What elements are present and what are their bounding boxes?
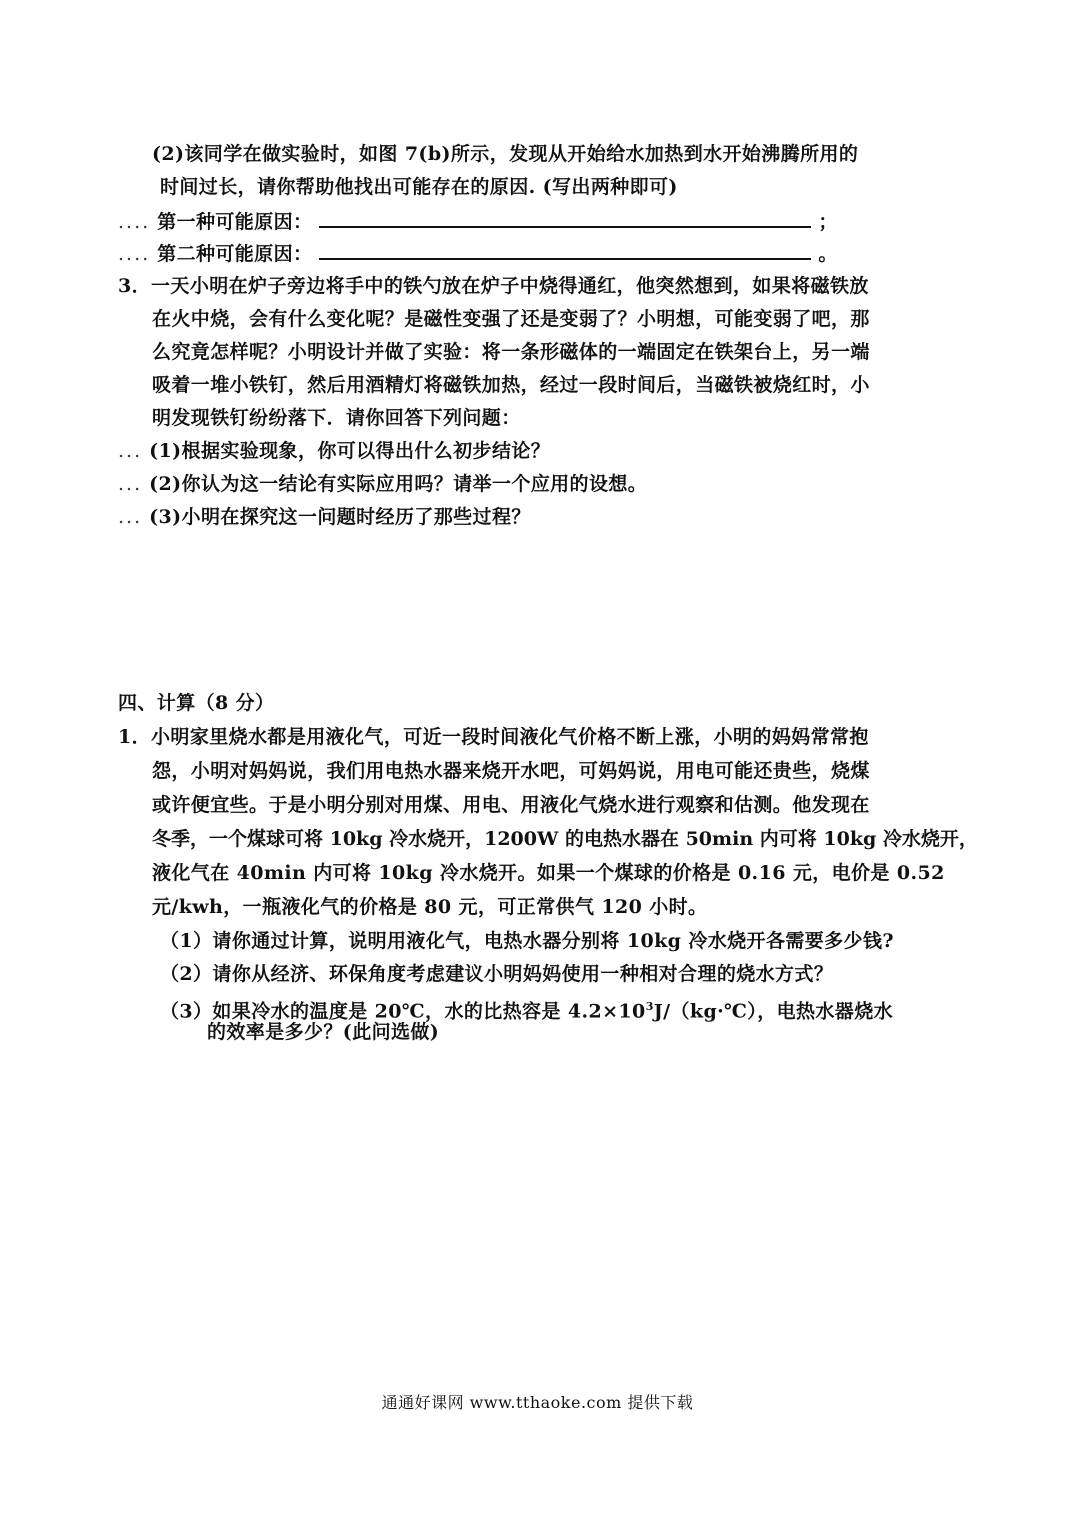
reason2-label: 第二种可能原因： (157, 243, 313, 265)
q3-sub1 (118, 439, 550, 463)
page-footer: 通通好课网 www.tthaoke.com 提供下载 (381, 1393, 694, 1412)
s4-sub1: （1）请你通过计算，说明用液化气，电热水器分别将 10kg 冷水烧开各需要多少钱? (160, 930, 894, 952)
q3-line-1: 在火中烧，会有什么变化呢？是磁性变强了还是变弱了？小明想，可能变弱了吧，那 (152, 308, 870, 330)
s4-line-2: 或许便宜些。于是小明分别对用煤、用电、用液化气烧水进行观察和估测。他发现在 (152, 794, 870, 816)
q2-reason2 (118, 240, 838, 266)
reason1-label: 第一种可能原因： (157, 211, 313, 233)
reason2-end: 。 (818, 243, 838, 265)
section4-heading: 四、计算（8 分） (118, 692, 275, 714)
q3-line-3: 吸着一堆小铁钉，然后用酒精灯将磁铁加热，经过一段时间后，当磁铁被烧红时，小 (152, 374, 870, 396)
leader-dots: .... (118, 243, 151, 265)
s4-sub3-text-a: （3）如果冷水的温度是 20℃，水的比热容是 4.2×10 (160, 1000, 646, 1023)
leader-dots: ... (118, 473, 143, 495)
reason1-end: ； (818, 211, 838, 233)
reason2-blank[interactable] (319, 240, 811, 260)
q3-sub3 (118, 505, 531, 529)
q3-sub2-text: (2)你认为这一结论有实际应用吗？请举一个应用的设想。 (149, 473, 648, 495)
reason1-blank[interactable] (319, 208, 811, 228)
q2-reason1 (118, 208, 838, 234)
leader-dots: .... (118, 211, 151, 233)
q3-line-4: 明发现铁钉纷纷落下．请你回答下列问题： (152, 407, 521, 429)
leader-dots: ... (118, 440, 143, 462)
q3-line-2: 么究竟怎样呢？小明设计并做了实验：将一条形磁体的一端固定在铁架台上，另一端 (152, 341, 870, 363)
s4-line-0: 1．小明家里烧水都是用液化气，可近一段时间液化气价格不断上涨，小明的妈妈常常抱 (118, 726, 869, 748)
q3-sub1-text: (1)根据实验现象，你可以得出什么初步结论？ (149, 440, 551, 462)
s4-sub3-line2: 的效率是多少？(此问选做) (207, 1021, 440, 1043)
leader-dots: ... (118, 506, 143, 528)
q2-part2-line1: (2)该同学在做实验时，如图 7(b)所示，发现从开始给水加热到水开始沸腾所用的 (152, 143, 859, 165)
q2-part2-line2: 时间过长，请你帮助他找出可能存在的原因. (写出两种即可) (160, 176, 678, 198)
s4-line-1: 怨，小明对妈妈说，我们用电热水器来烧开水吧，可妈妈说，用电可能还贵些，烧煤 (152, 760, 870, 782)
s4-line-5: 元/kwh，一瓶液化气的价格是 80 元，可正常供气 120 小时。 (152, 896, 708, 918)
s4-sub3-text-b: J/（kg·℃），电热水器烧水 (653, 1000, 894, 1023)
q3-line-0: 3．一天小明在炉子旁边将手中的铁勺放在炉子中烧得通红，他突然想到，如果将磁铁放 (118, 275, 869, 297)
s4-line-3: 冬季，一个煤球可将 10kg 冷水烧开，1200W 的电热水器在 50min 内可将 10kg 冷水烧开， (152, 828, 978, 850)
q3-sub2 (118, 472, 647, 496)
s4-sub2: （2）请你从经济、环保角度考虑建议小明妈妈使用一种相对合理的烧水方式？ (160, 963, 834, 985)
q3-sub3-text: (3)小明在探究这一问题时经历了那些过程？ (149, 506, 531, 528)
s4-sub3-exponent: 3 (645, 1000, 654, 1013)
s4-line-4: 液化气在 40min 内可将 10kg 冷水烧开。如果一个煤球的价格是 0.16 元，电价是 0.52 (152, 862, 945, 884)
